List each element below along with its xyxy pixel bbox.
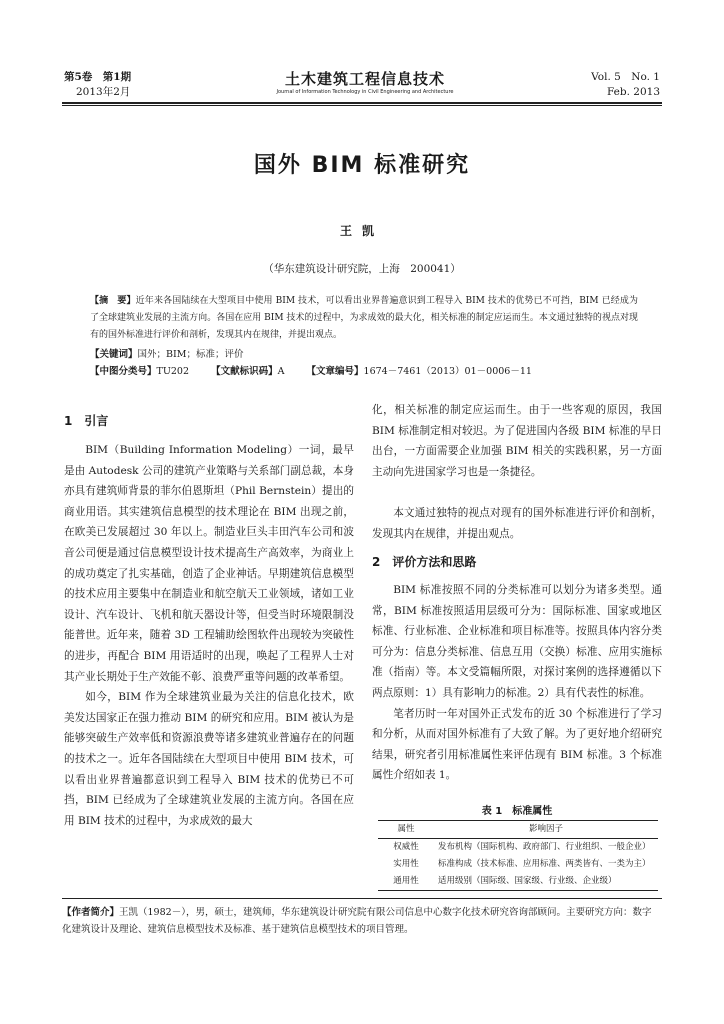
abstract-text: 近年来各国陆续在大型项目中使用 BIM 技术，可以看出业界普遍意识到工程导入 BIM 技术的优势已不可挡，BIM 已经成为了全球建筑业发展的主流方向。各国在应用 BIM 技术的过程中，为求成效的最大化，相关标准的制定应运而生。本文通过独特的视点对现有的国外标准进行评价和剖析，发现其内在规律，并提出观点。: [90, 296, 638, 340]
classification-line: [90, 364, 650, 380]
right-column-para: [372, 503, 662, 544]
vol-en: Vol. 5 No. 1: [591, 71, 660, 83]
table-header-factor: 影响因子: [528, 824, 563, 834]
author-bio-label: 【作者简介】: [62, 907, 120, 918]
article-id-value: 1674－7461（2013）01－0006－11: [363, 366, 532, 377]
journal-masthead: [220, 68, 510, 95]
clc-value: TU202: [156, 366, 189, 377]
vol-cn: 第5卷 第1期: [64, 71, 132, 83]
volume-issue-en: [570, 70, 660, 100]
table-row: [378, 873, 658, 890]
journal-title-cn: 土木建筑工程信息技术: [284, 70, 445, 88]
section-1-heading: 1 引言: [64, 414, 109, 428]
author-name: 王凯: [339, 224, 384, 238]
affiliation: （华东建筑设计研究院，上海 200041）: [263, 263, 461, 275]
doc-code-value: A: [277, 366, 285, 377]
section-2-paragraph-1: BIM 标准按照不同的分类标准可以划分为诸多类型。通常，BIM 标准按照适用层级可分为：国际标准、国家或地区标准、行业标准、企业标准和项目标准等。按照具体内容分类可分为：信息分类标准、信息互用（交换）标准、应用实施标准（指南）等。本文受篇幅所限，对探讨案例的选择遵循以下两点原则：1）具有影响力的标准。2）具有代表性的标准。: [372, 584, 662, 699]
table-cell: 实用性: [393, 859, 419, 869]
table-cell: 权威性: [393, 842, 419, 852]
table-cell: 通用性: [393, 876, 419, 886]
table-cell: 适用级别（国际级、国家级、行业级、企业级）: [438, 876, 617, 886]
left-column-body: [64, 440, 354, 831]
table-1-grid: [378, 821, 658, 890]
table-row: [378, 856, 658, 873]
volume-issue-cn: [64, 70, 184, 100]
table-cell: 标准构成（技术标准、应用标准、两类皆有、一类为主）: [438, 859, 651, 869]
header-rule: [62, 102, 662, 104]
table-header-row: [378, 821, 658, 839]
abstract-label: 【摘 要】: [90, 296, 136, 306]
abstract: [90, 293, 638, 344]
author-bio: [62, 904, 658, 938]
header-rule-thin: [62, 105, 662, 106]
date-cn: 2013年2月: [76, 86, 131, 98]
date-en: Feb. 2013: [606, 86, 660, 98]
footnote-rule: [62, 898, 662, 899]
article-title: 国外 BIM 标准研究: [253, 153, 471, 178]
section-2-heading: 2 评价方法和思路: [372, 555, 477, 569]
right-column-continuation: [372, 400, 662, 482]
author-bio-text: 王凯（1982－），男，硕士，建筑师，华东建筑设计研究院有限公司信息中心数字化技术研究咨询部顾问。主要研究方向：数字化建筑设计及理论、建筑信息模型技术及标准、基于建筑信息模型技术的项目管理。: [62, 907, 652, 935]
clc-label: 【中图分类号】: [90, 366, 157, 377]
keywords-label: 【关键词】: [90, 349, 138, 360]
article-id-label: 【文章编号】: [306, 366, 364, 377]
table-1-caption: 表 1 标准属性: [481, 806, 553, 817]
journal-title-en: Journal of Information Technology in Civil Engineering and Architecture: [276, 89, 454, 95]
continued-paragraph: 化，相关标准的制定应运而生。由于一些客观的原因，我国 BIM 标准制定相对较迟。为了促进国内各级 BIM 标准的早日出台，一方面需要企业加强 BIM 相关的实践积累，另一方面主动向先进国家学习也是一条捷径。: [372, 404, 662, 478]
section-2-body: [372, 580, 662, 786]
keywords-line: [90, 347, 638, 363]
doc-code-label: 【文献标识码】: [211, 366, 278, 377]
keywords: 国外；BIM；标准；评价: [137, 349, 244, 360]
section-1-paragraph-2: 如今，BIM 作为全球建筑业最为关注的信息化技术，欧美发达国家正在强力推动 BIM 的研究和应用。BIM 被认为是能够突破生产效率低和资源浪费等诸多建筑业普遍存在的问题的技术之一。近年各国陆续在大型项目中使用 BIM 技术，可以看出业界普遍都意识到工程导入 BIM 技术的优势已不可挡，BIM 已经成为了全球建筑业发展的主流方向。各国在应用 BIM 技术的过程中，为求成效的最大: [64, 691, 354, 827]
table-1: [378, 820, 658, 891]
table-cell: 发布机构（国际机构、政府部门、行业组织、一般企业）: [438, 842, 651, 852]
table-header-attr: 属性: [397, 824, 415, 834]
table-row: [378, 839, 658, 857]
section-1-paragraph-1: BIM（Building Information Modeling）一词，最早是由 Autodesk 公司的建筑产业策略与关系部门副总裁，本身亦具有建筑师背景的菲尔伯恩斯坦（Phil Bernstein）提出的商业用语。其实建筑信息模型的技术理论在 BIM 出现之前，在欧美已发展超过 30 年以上。制造业巨头丰田汽车公司和波音公司便是通过信息模型设计技术提高生产高效率，为商业上的成功奠定了扎实基础，创造了企业神话。早期建筑信息模型的技术应用主要集中在制造业和航空航天工业领域，诸如工业设计、汽车设计、飞机和航天器设计等，但受当时环境限制没能普世。近年来，随着 3D 工程辅助绘图软件出现较为突破性的进步，再配合 BIM 用语适时的出现，唤起了工程界人士对其产业长期处于生产效能不彰、浪费严重等问题的改革希望。: [64, 444, 354, 683]
section-2-paragraph-2: 笔者历时一年对国外正式发布的近 30 个标准进行了学习和分析，从而对国外标准有了大致了解。为了更好地介绍研究结果，研究者引用标准属性来评估现有 BIM 标准。3 个标准属性介绍如表 1。: [372, 707, 662, 782]
intro-summary-paragraph: 本文通过独特的视点对现有的国外标准进行评价和剖析，发现其内在规律，并提出观点。: [372, 507, 662, 540]
